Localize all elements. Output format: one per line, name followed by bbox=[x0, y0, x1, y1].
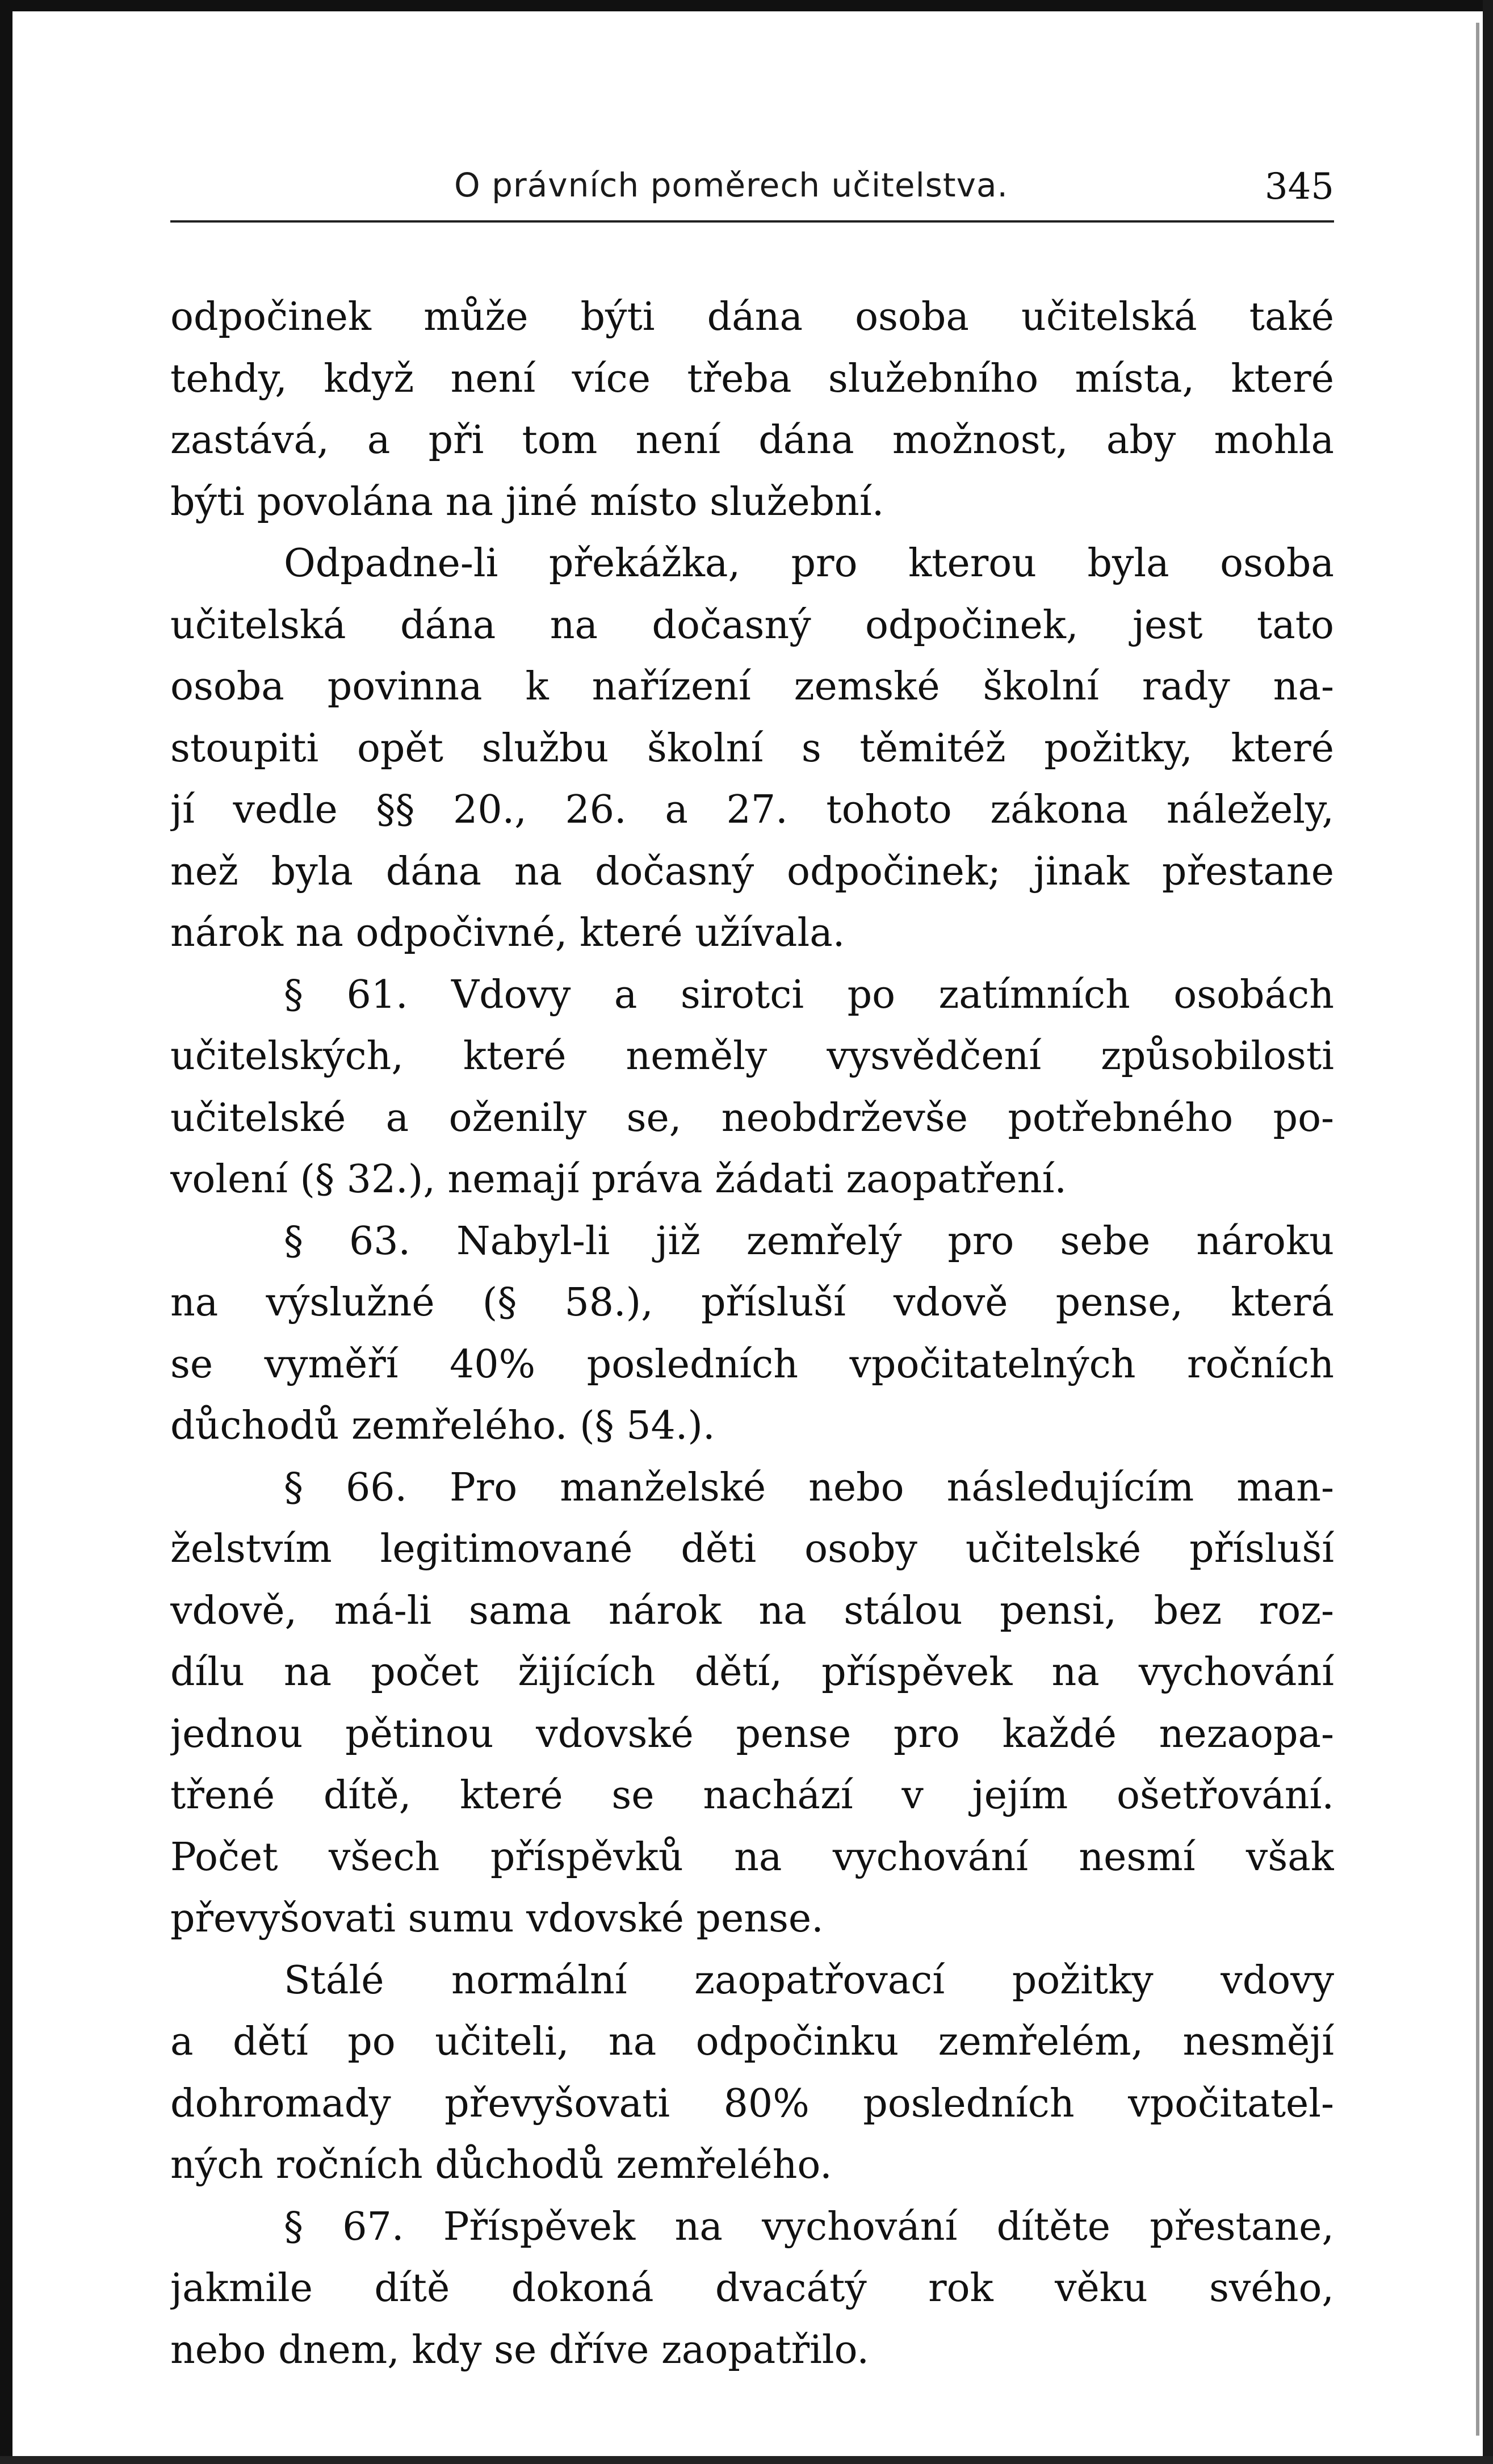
text-line: nebo dnem, kdy se dříve zaopatřilo. bbox=[170, 2327, 870, 2373]
text-line: ných ročních důchodů zemřelého. bbox=[170, 2143, 832, 2188]
text-line: se vyměří 40% posledních vpočitatelných ročních bbox=[170, 1342, 1334, 1387]
page-header bbox=[170, 166, 1334, 217]
text-line: nárok na odpočivné, které užívala. bbox=[170, 911, 845, 956]
scan-edge-bottom bbox=[0, 2456, 1493, 2464]
text-line: Odpadne-li překážka, pro kterou byla osoba bbox=[284, 541, 1334, 586]
text-line: dílu na počet žijících dětí, příspěvek na vychování bbox=[170, 1650, 1334, 1695]
text-line: učitelské a oženily se, neobdrževše potřebného po- bbox=[170, 1095, 1334, 1141]
text-line: a dětí po učiteli, na odpočinku zemřelém, nesmějí bbox=[170, 2019, 1334, 2064]
text-line: stoupiti opět službu školní s těmitéž požitky, které bbox=[170, 726, 1334, 771]
text-line: než byla dána na dočasný odpočinek; jinak přestane bbox=[170, 849, 1334, 894]
text-line: vdově, má-li sama nárok na stálou pensi, bez roz- bbox=[170, 1588, 1334, 1633]
section-66-start: § 66. Pro manželské nebo následujícím man- bbox=[284, 1465, 1334, 1510]
section-61-start: § 61. Vdovy a sirotci po zatímních osobách bbox=[284, 972, 1334, 1017]
text-line: třené dítě, které se nachází v jejím ošetřování. bbox=[170, 1773, 1334, 1818]
text-line: jednou pětinou vdovské pense pro každé nezaopa- bbox=[170, 1711, 1334, 1757]
text-line: jí vedle §§ 20., 26. a 27. tohoto zákona náležely, bbox=[170, 787, 1334, 832]
text-line: učitelská dána na dočasný odpočinek, jest tato bbox=[170, 602, 1334, 648]
text-line: na výslužné (§ 58.), přísluší vdově pense, která bbox=[170, 1280, 1334, 1325]
text-line: osoba povinna k nařízení zemské školní rady na- bbox=[170, 664, 1334, 709]
text-line: jakmile dítě dokoná dvacátý rok věku svého, bbox=[170, 2266, 1334, 2311]
text-line: převyšovati sumu vdovské pense. bbox=[170, 1896, 824, 1941]
text-line: učitelských, které neměly vysvědčení způsobilosti bbox=[170, 1034, 1334, 1079]
scan-edge-right-shadow bbox=[1476, 23, 1479, 2436]
text-line: želstvím legitimované děti osoby učitelské přísluší bbox=[170, 1527, 1334, 1572]
text-line: důchodů zemřelého. (§ 54.). bbox=[170, 1403, 715, 1448]
scan-edge-top bbox=[0, 0, 1493, 11]
text-line: volení (§ 32.), nemají práva žádati zaopatření. bbox=[170, 1157, 1067, 1202]
header-rule bbox=[170, 220, 1334, 223]
body-text bbox=[170, 287, 1334, 2381]
text-line: tehdy, když není více třeba služebního místa, které bbox=[170, 356, 1334, 401]
running-head: O právních poměrech učitelstva. bbox=[454, 166, 1008, 204]
scan-edge-left bbox=[0, 0, 12, 2464]
scan-edge-right bbox=[1483, 0, 1493, 2464]
text-line: Počet všech příspěvků na vychování nesmí však bbox=[170, 1834, 1334, 1880]
text-line: býti povolána na jiné místo služební. bbox=[170, 479, 884, 525]
text-line: dohromady převyšovati 80% posledních vpočitatel- bbox=[170, 2081, 1334, 2126]
text-line: Stálé normální zaopatřovací požitky vdovy bbox=[284, 1958, 1334, 2003]
text-line: odpočinek může býti dána osoba učitelská také bbox=[170, 295, 1334, 340]
section-67-start: § 67. Příspěvek na vychování dítěte přestane, bbox=[284, 2204, 1334, 2249]
text-line: zastává, a při tom není dána možnost, aby mohla bbox=[170, 418, 1334, 463]
page-number: 345 bbox=[1264, 166, 1334, 208]
section-63-start: § 63. Nabyl-li již zemřelý pro sebe nároku bbox=[284, 1218, 1334, 1264]
